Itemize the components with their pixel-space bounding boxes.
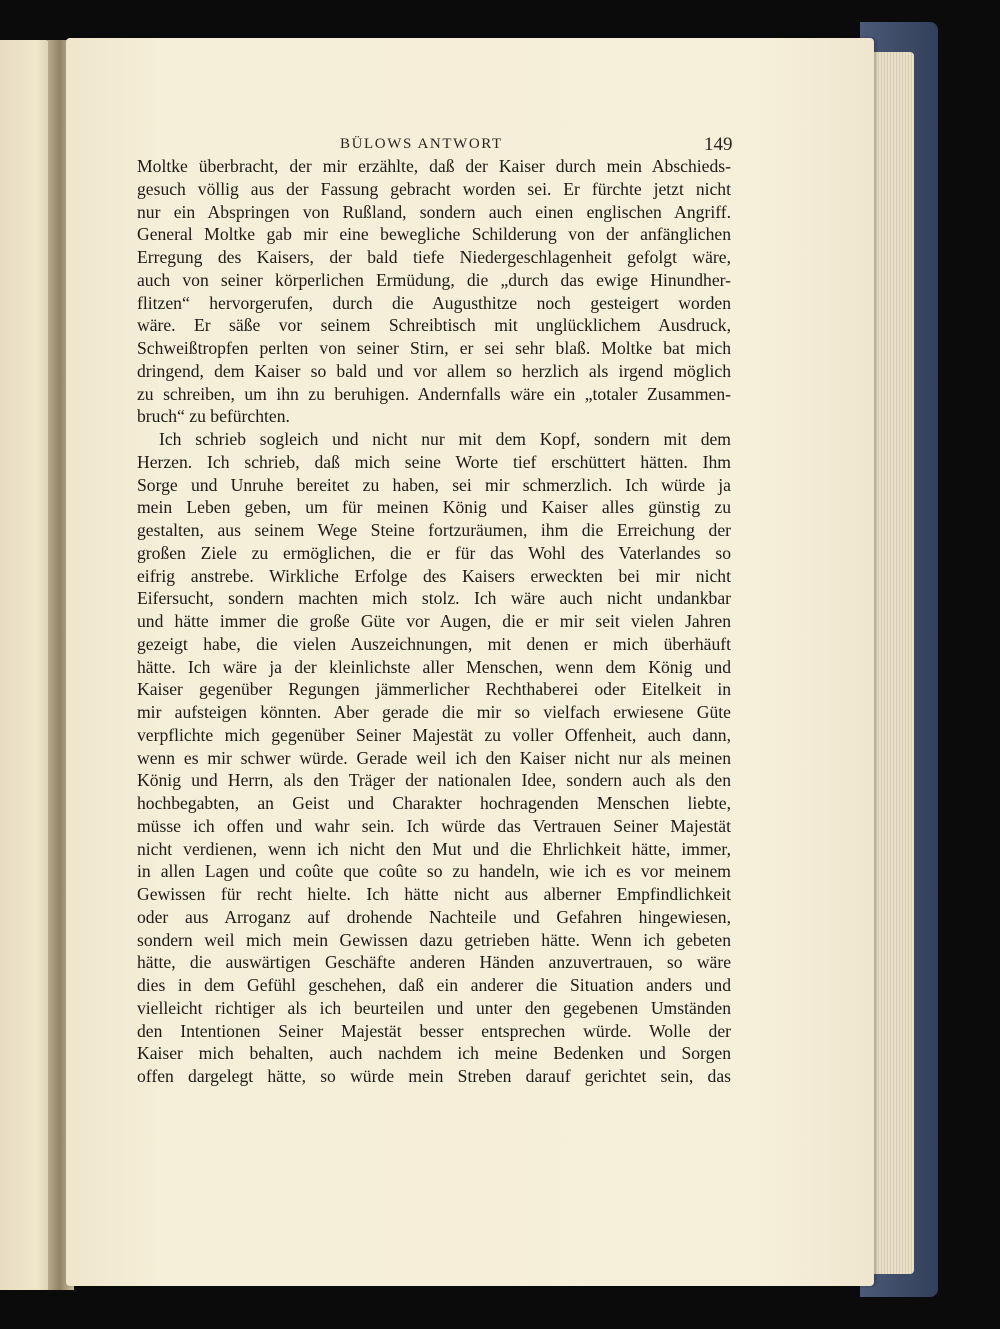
text-line: wäre. Er säße vor seinem Schreibtisch mit unglücklichem Ausdruck, bbox=[137, 315, 731, 336]
text-line: mir aufsteigen könnten. Aber gerade die mir so vielfach erwiesene Güte bbox=[137, 702, 731, 722]
body-text bbox=[137, 155, 731, 1088]
running-head: BÜLOWS ANTWORT bbox=[340, 136, 503, 152]
text-line: nicht verdienen, wenn ich nicht den Mut und die Ehrlichkeit hätte, immer, bbox=[137, 838, 731, 859]
text-line: wenn es mir schwer würde. Gerade weil ich den Kaiser nicht nur als meinen bbox=[137, 747, 731, 768]
text-line: König und Herrn, als den Träger der nationalen Idee, sondern auch als den bbox=[137, 770, 731, 791]
text-line: gestalten, aus seinem Wege Steine fortzuräumen, ihm die Erreichung der bbox=[137, 520, 731, 540]
text-line: Herzen. Ich schrieb, daß mich seine Worte tief erschüttert hätten. Ihm bbox=[137, 451, 731, 472]
text-line: oder aus Arroganz auf drohende Nachteile und Gefahren hingewiesen, bbox=[137, 906, 731, 927]
text-line: General Moltke gab mir eine bewegliche Schilderung von der anfänglichen bbox=[137, 224, 731, 245]
text-line: dies in dem Gefühl geschehen, daß ein anderer die Situation anders und bbox=[137, 975, 731, 995]
text-line: Schweißtropfen perlten von seiner Stirn, er sei sehr blaß. Moltke bat mich bbox=[137, 338, 731, 358]
paragraph-start-line: Ich schrieb sogleich und nicht nur mit dem Kopf, sondern mit dem bbox=[159, 429, 731, 449]
text-line: gezeigt habe, die vielen Auszeichnungen, mit denen er mich überhäuft bbox=[137, 633, 731, 654]
text-line: offen dargelegt hätte, so würde mein Streben darauf gerichtet sein, das bbox=[137, 1066, 731, 1086]
text-line: auch von seiner körperlichen Ermüdung, die „durch das ewige Hinundher- bbox=[137, 269, 731, 290]
left-page-edge bbox=[0, 40, 52, 1290]
text-line: Kaiser mich behalten, auch nachdem ich meine Bedenken und Sorgen bbox=[137, 1043, 731, 1064]
text-line: flitzen“ hervorgerufen, durch die Augusthitze noch gesteigert worden bbox=[137, 292, 731, 313]
text-line: hätte, die auswärtigen Geschäfte anderen Händen anzuvertrauen, so wäre bbox=[137, 952, 731, 973]
text-line: Erregung des Kaisers, der bald tiefe Niedergeschlagenheit gefolgt wäre, bbox=[137, 247, 731, 267]
text-line: mein Leben geben, um für meinen König und Kaiser alles günstig zu bbox=[137, 497, 731, 518]
text-line: nur ein Abspringen von Rußland, sondern auch einen englischen Angriff. bbox=[137, 201, 731, 222]
text-line: zu schreiben, um ihn zu beruhigen. Andernfalls wäre ein „totaler Zusammen- bbox=[137, 383, 731, 404]
text-line: vielleicht richtiger als ich beurteilen und unter den gegebenen Umständen bbox=[137, 997, 731, 1018]
text-line: hätte. Ich wäre ja der kleinlichste aller Menschen, wenn dem König und bbox=[137, 656, 731, 677]
text-line: Moltke überbracht, der mir erzählte, daß der Kaiser durch mein Abschieds- bbox=[137, 156, 731, 176]
text-line: Eifersucht, sondern machten mich stolz. Ich wäre auch nicht undankbar bbox=[137, 588, 731, 609]
text-line: großen Ziele zu ermöglichen, die er für das Wohl des Vaterlandes so bbox=[137, 542, 731, 563]
text-line: dringend, dem Kaiser so bald und vor allem so herzlich als irgend möglich bbox=[137, 360, 731, 381]
text-line: müsse ich offen und wahr sein. Ich würde das Vertrauen Seiner Majestät bbox=[137, 815, 731, 836]
page-number: 149 bbox=[704, 134, 733, 155]
text-line: sondern weil mich mein Gewissen dazu getrieben hätte. Wenn ich gebeten bbox=[137, 929, 731, 950]
text-line: Gewissen für recht hielte. Ich hätte nicht aus alberner Empfindlichkeit bbox=[137, 884, 731, 904]
text-line: gesuch völlig aus der Fassung gebracht worden sei. Er fürchte jetzt nicht bbox=[137, 178, 731, 199]
text-line: bruch“ zu befürchten. bbox=[137, 406, 290, 427]
text-line: hochbegabten, an Geist und Charakter hochragenden Menschen liebte, bbox=[137, 793, 731, 813]
text-line: in allen Lagen und coûte que coûte so zu handeln, wie ich es vor meinem bbox=[137, 861, 731, 882]
text-line: Kaiser gegenüber Regungen jämmerlicher Rechthaberei oder Eitelkeit in bbox=[137, 679, 731, 700]
text-line: verpflichte mich gegenüber Seiner Majestät zu voller Offenheit, auch dann, bbox=[137, 724, 731, 745]
text-line: den Intentionen Seiner Majestät besser entsprechen würde. Wolle der bbox=[137, 1020, 731, 1041]
text-line: und hätte immer die große Güte vor Augen, die er mir seit vielen Jahren bbox=[137, 611, 731, 631]
text-line: Sorge und Unruhe bereitet zu haben, sei mir schmerzlich. Ich würde ja bbox=[137, 474, 731, 495]
text-line: eifrig anstrebe. Wirkliche Erfolge des Kaisers erweckten bei mir nicht bbox=[137, 565, 731, 586]
